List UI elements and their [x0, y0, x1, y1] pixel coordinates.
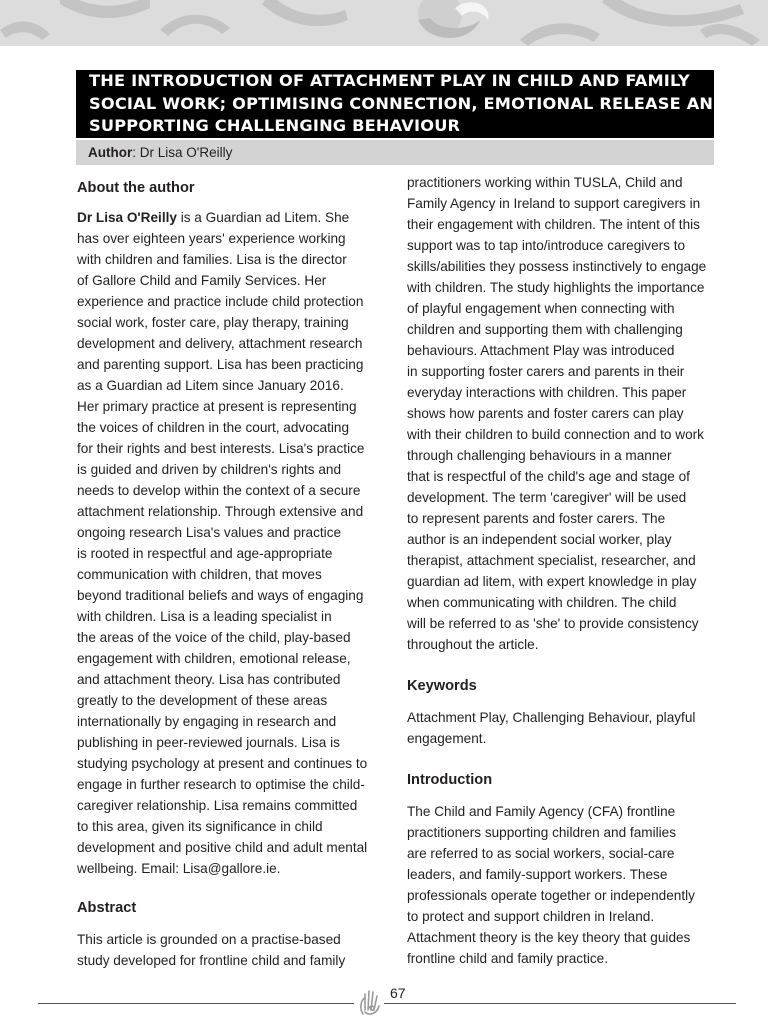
about-line: as a Guardian ad Litem since January 2016. [77, 378, 344, 393]
title-line: SUPPORTING CHALLENGING BEHAVIOUR [89, 116, 461, 135]
abstract-line: shows how parents and foster carers can play [407, 406, 684, 421]
about-line: engage in further research to optimise the child- [77, 777, 365, 792]
abstract-line: This article is grounded on a practise-based [77, 932, 341, 947]
introduction-line: are referred to as social workers, social-care [407, 846, 675, 861]
abstract-line: that is respectful of the child's age and stage of [407, 469, 690, 484]
about-line: engagement with children, emotional release, [77, 651, 351, 666]
introduction-line: The Child and Family Agency (CFA) frontline [407, 804, 676, 819]
author-name: : Dr Lisa O'Reilly [132, 145, 233, 160]
abstract-line: will be referred to as 'she' to provide consistency [407, 616, 699, 631]
abstract-line: support was to tap into/introduce caregivers to [407, 238, 686, 253]
abstract-line: their engagement with children. The intent of this [407, 217, 700, 232]
abstract-line: with children. The study highlights the importance [407, 280, 705, 295]
about-paragraph [77, 207, 367, 879]
abstract-line: skills/abilities they possess instinctively to engage [407, 259, 707, 274]
about-author-name: Dr Lisa O'Reilly [77, 210, 177, 225]
about-line: beyond traditional beliefs and ways of engaging [77, 588, 364, 603]
about-line: communication with children, that moves [77, 567, 322, 582]
about-line: with children. Lisa is a leading specialist in [77, 609, 332, 624]
about-line: studying psychology at present and continues to [77, 756, 368, 771]
abstract-line: practitioners working within TUSLA, Child and [407, 175, 683, 190]
introduction-line: Attachment theory is the key theory that guides [407, 930, 691, 945]
about-line: the areas of the voice of the child, play-based [77, 630, 351, 645]
keywords-heading: Keywords [407, 678, 477, 694]
footer-divider-left [38, 1003, 354, 1004]
abstract-paragraph-continued [407, 172, 706, 655]
about-line: experience and practice include child protection [77, 294, 364, 309]
author-label: Author [88, 145, 133, 160]
author-bar [76, 140, 714, 165]
abstract-heading: Abstract [77, 900, 137, 916]
hand-swirl-icon [355, 988, 385, 1018]
about-line: the voices of children in the court, advocating [77, 420, 350, 435]
abstract-line: with their children to build connection and to work [407, 427, 704, 442]
keywords-line: Attachment Play, Challenging Behaviour, playful [407, 710, 696, 725]
swirl-pattern-icon [0, 0, 768, 46]
about-line: has over eighteen years' experience working [77, 231, 346, 246]
about-line: development and delivery, attachment research [77, 336, 363, 351]
about-line: with children and families. Lisa is the director [77, 252, 347, 267]
about-line: is guided and driven by children's rights and [77, 462, 342, 477]
abstract-line: of playful engagement when connecting with [407, 301, 675, 316]
article-title-box [76, 70, 727, 138]
abstract-line: throughout the article. [407, 637, 539, 652]
abstract-line: therapist, attachment specialist, researcher, and [407, 553, 696, 568]
title-line: THE INTRODUCTION OF ATTACHMENT PLAY IN CHILD AND FAMILY [89, 71, 690, 90]
about-line: Her primary practice at present is representing [77, 399, 357, 414]
introduction-paragraph [407, 801, 695, 969]
article-title [89, 70, 727, 138]
about-line: internationally by engaging in research and [77, 714, 337, 729]
about-line: and parenting support. Lisa has been practicing [77, 357, 364, 372]
abstract-line: guardian ad litem, with expert knowledge in play [407, 574, 697, 589]
abstract-line: when communicating with children. The child [407, 595, 677, 610]
abstract-line: children and supporting them with challenging [407, 322, 683, 337]
introduction-line: to protect and support children in Ireland. [407, 909, 655, 924]
about-line: is rooted in respectful and age-appropriate [77, 546, 333, 561]
about-line: needs to develop within the context of a secure [77, 483, 361, 498]
footer-divider-right [384, 1003, 736, 1004]
keywords-line: engagement. [407, 731, 487, 746]
about-line: development and positive child and adult mental [77, 840, 368, 855]
introduction-line: professionals operate together or independently [407, 888, 695, 903]
header-decoration-band [0, 0, 768, 46]
introduction-line: frontline child and family practice. [407, 951, 608, 966]
about-line: publishing in peer-reviewed journals. Lisa is [77, 735, 340, 750]
abstract-line: author is an independent social worker, play [407, 532, 672, 547]
about-line: to this area, given its significance in child [77, 819, 323, 834]
abstract-line: everyday interactions with children. This paper [407, 385, 687, 400]
about-line: wellbeing. Email: Lisa@gallore.ie. [77, 861, 281, 876]
introduction-line: leaders, and family-support workers. These [407, 867, 668, 882]
abstract-line: study developed for frontline child and family [77, 953, 346, 968]
about-line: and attachment theory. Lisa has contributed [77, 672, 341, 687]
abstract-line: through challenging behaviours in a manner [407, 448, 672, 463]
about-line: greatly to the development of these areas [77, 693, 328, 708]
about-line: ongoing research Lisa's values and practice [77, 525, 342, 540]
page-number: 67 [390, 985, 406, 1001]
about-line: attachment relationship. Through extensive and [77, 504, 364, 519]
about-line: caregiver relationship. Lisa remains committed [77, 798, 358, 813]
introduction-line: practitioners supporting children and families [407, 825, 676, 840]
keywords-paragraph [407, 707, 695, 749]
abstract-paragraph-start [77, 929, 345, 971]
abstract-line: to represent parents and foster carers. The [407, 511, 666, 526]
abstract-line: behaviours. Attachment Play was introduced [407, 343, 675, 358]
introduction-heading: Introduction [407, 772, 493, 788]
about-line: social work, foster care, play therapy, training [77, 315, 349, 330]
abstract-line: development. The term 'caregiver' will be used [407, 490, 687, 505]
abstract-line: in supporting foster carers and parents in their [407, 364, 685, 379]
title-line: SOCIAL WORK; OPTIMISING CONNECTION, EMOTIONAL RELEASE AND [89, 93, 727, 113]
about-line: Dr Lisa O'Reilly is a Guardian ad Litem. She [77, 210, 350, 225]
abstract-line: Family Agency in Ireland to support caregivers in [407, 196, 701, 211]
about-line: for their rights and best interests. Lisa's practice [77, 441, 365, 456]
about-heading: About the author [77, 180, 195, 196]
about-line: of Gallore Child and Family Services. Her [77, 273, 327, 288]
